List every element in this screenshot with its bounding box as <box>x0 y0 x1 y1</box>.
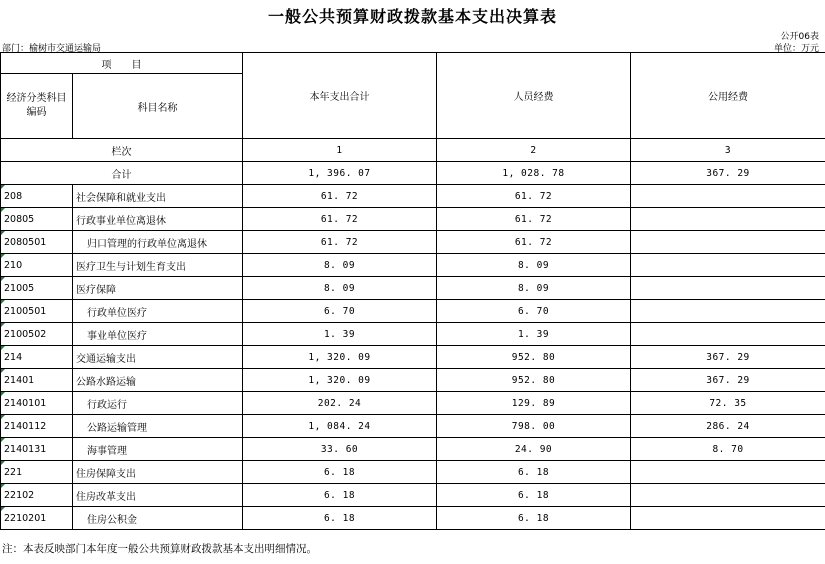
code-cell: 2100502 <box>1 323 73 346</box>
table-row <box>1 208 825 231</box>
total-cell: 1, 084. 24 <box>243 415 437 438</box>
table-row <box>1 415 825 438</box>
code-cell: 208 <box>1 185 73 208</box>
total-row <box>1 162 825 185</box>
code-cell: 21401 <box>1 369 73 392</box>
name-cell: 交通运输支出 <box>73 346 243 369</box>
code-cell: 221 <box>1 461 73 484</box>
public-cell <box>631 323 825 346</box>
personnel-column-header: 人员经费 <box>437 53 631 139</box>
name-cell: 公路运输管理 <box>73 415 243 438</box>
total-cell: 8. 09 <box>243 254 437 277</box>
total-cell: 6. 70 <box>243 300 437 323</box>
name-cell: 医疗保障 <box>73 277 243 300</box>
table-row <box>1 300 825 323</box>
personnel-cell: 6. 18 <box>437 507 631 530</box>
table-row <box>1 438 825 461</box>
table-row <box>1 323 825 346</box>
code-cell: 22102 <box>1 484 73 507</box>
table-row <box>1 254 825 277</box>
personnel-cell: 61. 72 <box>437 208 631 231</box>
public-cell: 72. 35 <box>631 392 825 415</box>
name-cell: 住房改革支出 <box>73 484 243 507</box>
code-cell: 2100501 <box>1 300 73 323</box>
name-column-header: 科目名称 <box>73 74 243 139</box>
total-personnel: 1, 028. 78 <box>437 162 631 185</box>
name-cell: 医疗卫生与计划生育支出 <box>73 254 243 277</box>
code-cell: 2080501 <box>1 231 73 254</box>
public-cell <box>631 254 825 277</box>
name-cell: 社会保障和就业支出 <box>73 185 243 208</box>
total-amount: 1, 396. 07 <box>243 162 437 185</box>
table-row <box>1 231 825 254</box>
name-cell: 行政事业单位离退休 <box>73 208 243 231</box>
column-number-row <box>1 139 825 162</box>
personnel-cell: 6. 18 <box>437 461 631 484</box>
department-label: 部门：榆树市交通运输局 <box>2 44 102 54</box>
code-cell: 20805 <box>1 208 73 231</box>
personnel-cell: 61. 72 <box>437 185 631 208</box>
unit-label: 单位：万元 <box>773 44 819 54</box>
personnel-cell: 61. 72 <box>437 231 631 254</box>
name-cell: 公路水路运输 <box>73 369 243 392</box>
personnel-cell: 1. 39 <box>437 323 631 346</box>
total-column-header: 本年支出合计 <box>243 53 437 139</box>
column-number-1: 1 <box>243 139 437 162</box>
total-cell: 202. 24 <box>243 392 437 415</box>
total-cell: 33. 60 <box>243 438 437 461</box>
public-column-header: 公用经费 <box>631 53 825 139</box>
public-cell: 367. 29 <box>631 346 825 369</box>
report-title: 一般公共预算财政拨款基本支出决算表 <box>267 7 557 26</box>
public-cell: 8. 70 <box>631 438 825 461</box>
personnel-cell: 6. 70 <box>437 300 631 323</box>
total-public: 367. 29 <box>631 162 825 185</box>
table-row <box>1 346 825 369</box>
form-code: 公开06表 <box>780 32 819 42</box>
table-row <box>1 507 825 530</box>
total-cell: 6. 18 <box>243 461 437 484</box>
public-cell <box>631 507 825 530</box>
total-cell: 6. 18 <box>243 484 437 507</box>
header-row-1 <box>1 53 825 74</box>
code-cell: 21005 <box>1 277 73 300</box>
table-row <box>1 277 825 300</box>
column-number-3: 3 <box>631 139 825 162</box>
public-cell: 367. 29 <box>631 369 825 392</box>
code-cell: 214 <box>1 346 73 369</box>
name-cell: 海事管理 <box>73 438 243 461</box>
personnel-cell: 8. 09 <box>437 277 631 300</box>
total-cell: 61. 72 <box>243 185 437 208</box>
total-label: 合计 <box>1 162 243 185</box>
code-cell: 2140112 <box>1 415 73 438</box>
project-header: 项 目 <box>1 53 243 74</box>
public-cell <box>631 277 825 300</box>
public-cell <box>631 461 825 484</box>
personnel-cell: 6. 18 <box>437 484 631 507</box>
total-cell: 6. 18 <box>243 507 437 530</box>
personnel-cell: 24. 90 <box>437 438 631 461</box>
public-cell <box>631 300 825 323</box>
code-cell: 2140131 <box>1 438 73 461</box>
public-cell <box>631 185 825 208</box>
code-column-header: 经济分类科目编码 <box>1 74 73 139</box>
personnel-cell: 952. 80 <box>437 369 631 392</box>
column-number-label: 栏次 <box>1 139 243 162</box>
code-cell: 2210201 <box>1 507 73 530</box>
table-row <box>1 185 825 208</box>
table-row <box>1 461 825 484</box>
footnote: 注：本表反映部门本年度一般公共预算财政拨款基本支出明细情况。 <box>2 543 317 555</box>
public-cell: 286. 24 <box>631 415 825 438</box>
personnel-cell: 952. 80 <box>437 346 631 369</box>
public-cell <box>631 231 825 254</box>
table-row <box>1 369 825 392</box>
table-row <box>1 392 825 415</box>
code-cell: 2140101 <box>1 392 73 415</box>
total-cell: 61. 72 <box>243 208 437 231</box>
total-cell: 61. 72 <box>243 231 437 254</box>
personnel-cell: 129. 89 <box>437 392 631 415</box>
personnel-cell: 798. 00 <box>437 415 631 438</box>
name-cell: 归口管理的行政单位离退休 <box>73 231 243 254</box>
table-row <box>1 484 825 507</box>
public-cell <box>631 484 825 507</box>
public-cell <box>631 208 825 231</box>
total-cell: 1, 320. 09 <box>243 369 437 392</box>
total-cell: 1. 39 <box>243 323 437 346</box>
name-cell: 行政运行 <box>73 392 243 415</box>
code-cell: 210 <box>1 254 73 277</box>
column-number-2: 2 <box>437 139 631 162</box>
total-cell: 1, 320. 09 <box>243 346 437 369</box>
personnel-cell: 8. 09 <box>437 254 631 277</box>
name-cell: 行政单位医疗 <box>73 300 243 323</box>
expenditure-table <box>0 52 825 530</box>
name-cell: 住房保障支出 <box>73 461 243 484</box>
name-cell: 事业单位医疗 <box>73 323 243 346</box>
total-cell: 8. 09 <box>243 277 437 300</box>
name-cell: 住房公积金 <box>73 507 243 530</box>
